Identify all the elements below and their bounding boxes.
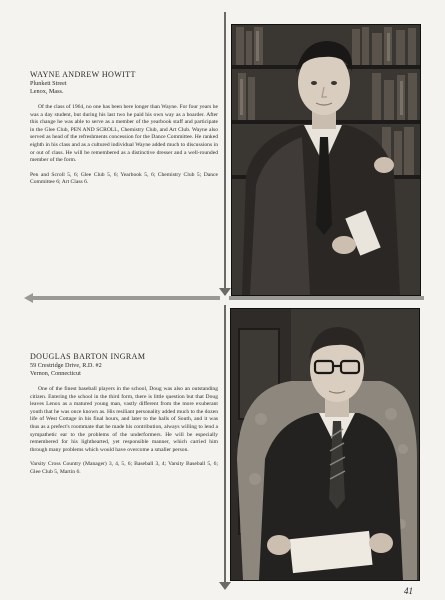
- activities-list: Varsity Cross Country (Manager) 3, 4, 5, 6; Baseball 3, 4; Varsity Baseball 5, 6; Glee Club 5, Martin 6.: [30, 461, 218, 475]
- senior-entry-ingram: [30, 352, 218, 477]
- horizontal-divider-left: [30, 296, 220, 300]
- divider-arrow-down-icon: [219, 288, 231, 296]
- activities-list: Pen and Scroll 5, 6; Glee Club 5, 6; Yearbook 5, 6; Chemistry Club 5; Dance Committee 6; Art Class 6.: [30, 171, 218, 186]
- address-street: Plunkett Street: [30, 80, 67, 87]
- address-town: Lenox, Mass.: [30, 88, 64, 95]
- senior-entry-howitt: [30, 70, 218, 187]
- portrait-illustration-ingram: [231, 309, 419, 580]
- page-number: 41: [404, 586, 413, 596]
- horizontal-divider-right: [229, 296, 424, 300]
- divider-arrow-left-icon: [24, 293, 33, 303]
- student-name: DOUGLAS BARTON INGRAM: [30, 352, 146, 361]
- portrait-illustration-howitt: [232, 25, 420, 295]
- address-town: Vernon, Connecticut: [30, 370, 81, 377]
- address-street: 59 Crestridge Drive, R.D. #2: [30, 362, 102, 369]
- portrait-photo-ingram: [230, 308, 420, 581]
- student-name: WAYNE ANDREW HOWITT: [30, 70, 136, 79]
- vertical-divider-bottom: [224, 305, 226, 583]
- vertical-divider-top: [224, 12, 226, 295]
- biography-text: One of the finest baseball players in the school, Doug was also an outstanding citizen. Entering the school in the third form, there is little question but that Doug leaves Lenox as a matured young man, vastly different from the more exuberant youth that he was once known as. His resiliant personality added much to the dozen life of West Cottage in his final hours, and later to the halls of South, and it was thus as a prefect's roommate that he made his contribution, always willing to lend a sympathetic ear to the problems of the underformers. He will be especially remembered for his lighthearted, yet responsible manner, which carried him through many problems which would have overcome a smaller person.: [30, 386, 218, 453]
- portrait-photo-howitt: [231, 24, 421, 296]
- divider-arrow-down-bottom-icon: [219, 582, 231, 590]
- biography-text: Of the class of 1964, no one has been here longer than Wayne. For four years he was a day student, but during his last two he paid his own way as a boarder. After this change he was able to serve as a member of the yearbook staff and participate in the Glee Club, PEN AND SCROLL, Chemistry Club, and Art Club. Wayne also served as head of the refreshments concession for the Dance Committee. He ranked eighth in his class and as a cultured individual Wayne added much to discussions in or out of class. He will be remembered as a distinctive dresser and a well-rounded member of the form.: [30, 104, 218, 164]
